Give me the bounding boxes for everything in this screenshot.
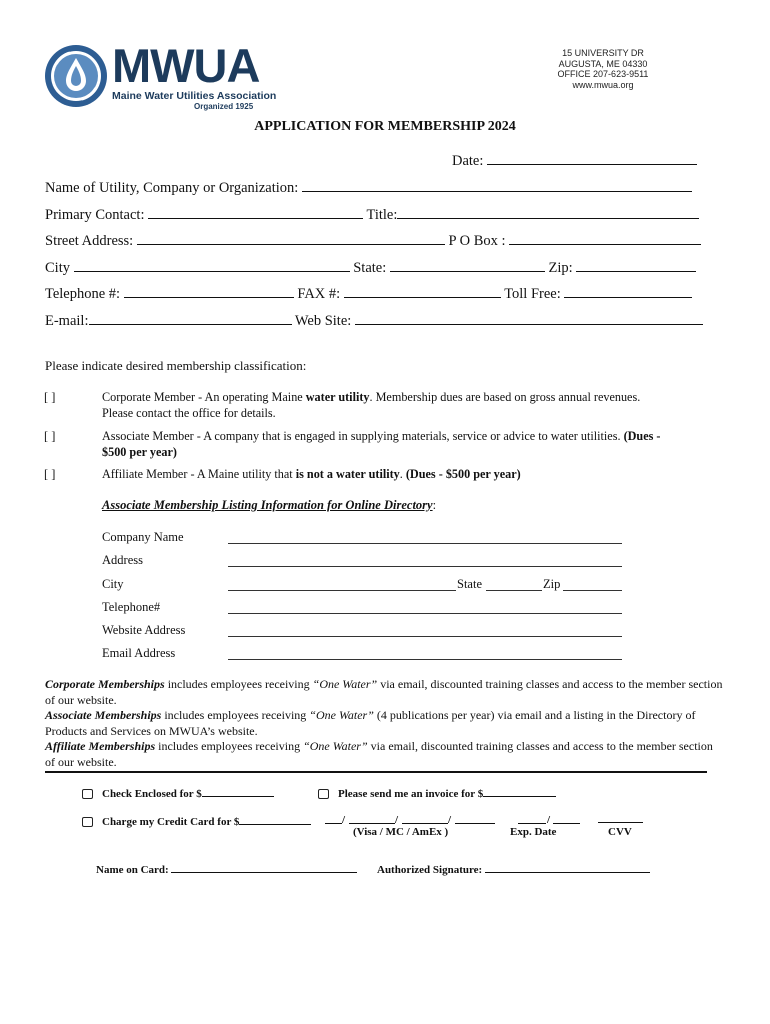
dir-website-input[interactable] [228,635,622,637]
name-on-card-input[interactable] [171,862,357,873]
dir-telephone-input[interactable] [228,612,622,614]
city-field [45,259,696,277]
check-enclosed-checkbox[interactable] [82,789,93,799]
directory-heading: Associate Membership Listing Information for Online Directory: [102,498,437,512]
org-name-label: Name of Utility, Company or Organization: [45,180,299,196]
dir-email-input[interactable] [228,658,622,660]
office-address [518,48,688,90]
logo-subtitle: Maine Water Utilities Association [112,90,277,102]
email-label: E-mail: [45,313,89,329]
city-input[interactable] [74,259,350,272]
associate-description: Associate Member - A company that is engaged in supplying materials, service or advice to water utilities. (Dues - $500 per year) [102,429,661,459]
affiliate-description: Affiliate Member - A Maine utility that is not a water utility. (Dues - $500 per year) [102,467,521,481]
telephone-input[interactable] [124,285,294,298]
city-label: City [45,260,70,276]
date-input[interactable] [487,152,697,165]
credit-card-checkbox[interactable] [82,817,93,827]
exp-date-label: Exp. Date [510,826,557,838]
website-input[interactable] [355,312,703,325]
date-field [452,152,697,170]
dir-zip-label: Zip [543,577,561,591]
card-number-input[interactable]: / / / [325,823,495,824]
primary-contact-label: Primary Contact: [45,207,145,223]
affiliate-checkbox[interactable]: [ ] [44,467,56,481]
street-label: Street Address: [45,233,134,249]
phone-field [45,285,692,303]
directory-label: Company Name [102,530,184,544]
directory-label: Website Address [102,623,186,637]
toll-free-label: Toll Free: [504,286,561,302]
primary-contact-field [45,206,699,224]
address-line: AUGUSTA, ME 04330 [558,58,648,69]
state-label: State: [353,260,387,276]
credit-card-option: Charge my Credit Card for $ [82,814,311,828]
state-input[interactable] [390,259,545,272]
po-box-label: P O Box : [448,233,506,249]
dir-state-label: State [457,577,482,591]
directory-label: Email Address [102,646,176,660]
membership-notes: Corporate Memberships includes employees receiving “One Water” via email, discounted training classes and access to the member section of our website. Associate Memberships includes employees receiving “One Water” (4 publications per year) via email and a listing in the Directory of Products and Services on MWUA’s website. Affiliate Memberships includes employees receiving “One Water” via email, discounted training classes and access to the member section of our website. [45,677,723,769]
corporate-checkbox[interactable]: [ ] [44,390,56,404]
check-enclosed-option: Check Enclosed for $ [82,786,274,800]
toll-free-input[interactable] [564,285,692,298]
corporate-description: Corporate Member - An operating Maine water utility. Membership dues are based on gross annual revenues. Please contact the office for details. [102,390,641,420]
address-line: 15 UNIVERSITY DR [562,48,644,58]
website-link[interactable]: www.mwua.org [572,79,634,90]
page-title: APPLICATION FOR MEMBERSHIP 2024 [254,119,516,134]
cvv-label: CVV [608,826,632,838]
zip-input[interactable] [576,259,696,272]
invoice-option: Please send me an invoice for $ [318,786,556,800]
directory-label: City [102,577,124,591]
logo-wordmark: MWUA [112,39,260,92]
dir-state-input[interactable] [486,589,542,591]
website-label: Web Site: [294,313,352,329]
fax-label: FAX #: [297,286,341,302]
email-field [45,312,703,330]
cvv-input[interactable] [598,822,643,823]
dir-zip-input[interactable] [563,589,622,591]
signature-input[interactable] [485,862,650,873]
fax-input[interactable] [344,285,501,298]
directory-label: Address [102,553,143,567]
exp-date-input[interactable]: / [518,823,580,824]
check-amount-input[interactable] [202,786,274,797]
name-on-card-field: Name on Card: [96,862,357,876]
divider [45,771,707,773]
street-field [45,232,701,250]
invoice-amount-input[interactable] [483,786,556,797]
directory-label: Telephone# [102,600,161,614]
classification-prompt: Please indicate desired membership classification: [45,358,307,373]
telephone-label: Telephone #: [45,286,121,302]
logo-organized: Organized 1925 [194,102,254,111]
po-box-input[interactable] [509,232,701,245]
zip-label: Zip: [548,260,573,276]
card-types-label: (Visa / MC / AmEx ) [353,826,449,838]
company-name-input[interactable] [228,542,622,544]
signature-field: Authorized Signature: [377,862,650,876]
street-input[interactable] [137,232,445,245]
credit-amount-input[interactable] [239,814,311,825]
address-input[interactable] [228,565,622,567]
mwua-logo [44,39,284,114]
invoice-checkbox[interactable] [318,789,329,799]
title-label: Title: [366,207,398,223]
primary-contact-input[interactable] [148,206,363,219]
address-line: OFFICE 207-623-9511 [557,69,649,79]
title-input[interactable] [397,206,699,219]
org-name-field [45,179,692,197]
org-name-input[interactable] [302,179,692,192]
associate-checkbox[interactable]: [ ] [44,429,56,443]
email-input[interactable] [89,312,292,325]
dir-city-input[interactable] [228,589,456,591]
date-label: Date: [452,153,484,169]
